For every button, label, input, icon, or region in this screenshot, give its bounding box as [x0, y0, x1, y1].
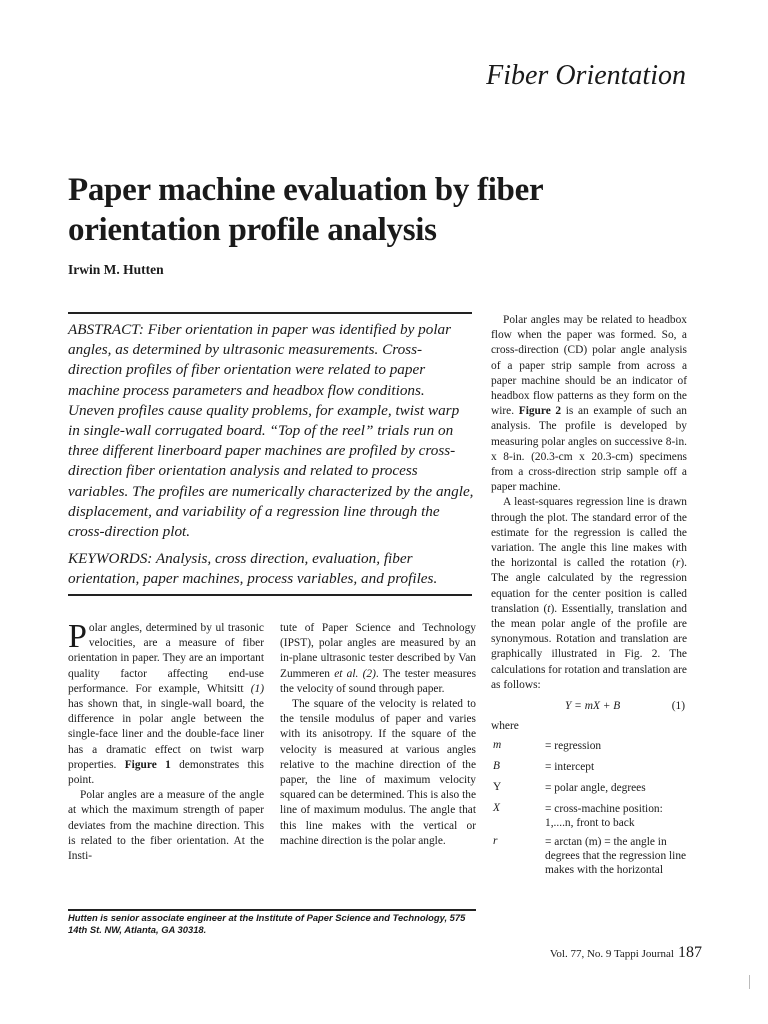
- body-text: ). Essentially, translation and the mean polar angle of the profile are synonymous. Rotation and translation are graphically illustrated in Fig. 2. The calculations for rotation and translation are as follows:: [491, 602, 687, 691]
- margin-mark: [749, 975, 750, 989]
- definition-symbol: B: [493, 760, 500, 773]
- keywords-text: Analysis, cross direction, evaluation, fiber orientation, paper machines, process variables, and profiles.: [68, 550, 438, 588]
- equation-text: Y = mX + B: [565, 700, 621, 713]
- body-paragraph: Polar angles are a measure of the angle at which the maximum strength of paper deviates from the machine direction. This is related to the fiber orientation. At the Insti-: [68, 789, 264, 863]
- abstract-bottom-rule: [68, 594, 472, 596]
- body-paragraph: [68, 618, 264, 788]
- drop-cap: P: [68, 618, 87, 655]
- journal-reference: Vol. 77, No. 9 Tappi Journal: [549, 948, 674, 960]
- body-column-1: [68, 618, 264, 864]
- definition-text: = intercept: [545, 761, 595, 774]
- where-label: where: [491, 720, 519, 733]
- definition-symbol: X: [493, 802, 500, 815]
- page-number: 187: [678, 944, 702, 961]
- paper-title: Paper machine evaluation by fiber orientation profile analysis: [68, 172, 543, 248]
- definition-symbol: Y: [493, 781, 502, 794]
- body-text: Polar angles may be related to headbox flow when the paper was formed. So, a cross-direction (CD) polar angle analysis of a paper strip sample from across a paper machine should be an indicator of headbox flow patterns as they form on the wire.: [491, 314, 687, 418]
- abstract-block: [68, 320, 474, 590]
- journal-footer: [550, 944, 702, 962]
- body-paragraph: The square of the velocity is related to the tensile modulus of paper and varies with its anisotropy. If the square of the velocity is measured at various angles relative to the machine direction of the paper, the line of maximum velocity squared can be determined. This is also the line of maximum modulus. The angle that this line makes with the vertical or machine direction is the polar angle.: [280, 698, 476, 847]
- body-column-2: [280, 621, 476, 849]
- citation-ref: (2): [358, 667, 376, 680]
- definition-symbol: m: [493, 739, 502, 752]
- definition-row: [491, 780, 687, 801]
- definition-text: = arctan (m) = the angle in degrees that the regression line makes with the horizontal: [545, 836, 687, 877]
- abstract-top-rule: [68, 312, 472, 314]
- definition-row: [491, 759, 687, 780]
- keywords: [68, 549, 474, 589]
- body-column-3: [491, 313, 687, 877]
- figure-ref: Figure 1: [124, 758, 171, 771]
- definition-row: [491, 834, 687, 877]
- abstract: [68, 320, 474, 542]
- definition-row: [491, 801, 687, 830]
- body-paragraph: [491, 495, 687, 693]
- figure-ref: Figure 2: [518, 405, 562, 418]
- body-paragraph: [491, 313, 687, 495]
- body-text: tute of Paper Science and Technology (IPST), polar angles are measured by an in-plane ultrasonic tester described by Van Zummeren: [280, 622, 476, 680]
- symbol-r: r: [675, 557, 681, 570]
- citation-etal: et al.: [334, 667, 359, 680]
- definition-text: = cross-machine position: 1,....n, front to back: [545, 803, 663, 830]
- body-text: A least-squares regression line is drawn through the plot. The standard error of the estimate for the regression is called the variation. The angle this line makes with the horizontal is called the rotation (: [491, 496, 687, 570]
- body-text: has shown that, in single-wall board, the difference in polar angle between the single-face liner and the double-face liner has a dramatic effect on twist warp properties.: [68, 698, 264, 771]
- equation: [491, 697, 687, 717]
- citation-ref: (1): [250, 682, 264, 695]
- body-text: . The tester measures the velocity of sound through paper.: [280, 667, 476, 695]
- definition-row: [491, 738, 687, 759]
- body-text: olar angles, determined by ul trasonic velocities, are a measure of fiber orientation in paper. They are an important quality factor affecting end-use performance. For example, Whitsitt: [68, 622, 264, 695]
- footnote-rule: [68, 909, 476, 911]
- symbol-t: t: [547, 602, 551, 615]
- equation-number: (1): [671, 700, 685, 713]
- body-text: demonstrates this point.: [68, 758, 264, 787]
- abstract-label: ABSTRACT:: [68, 321, 144, 338]
- section-title: Fiber Orientation: [486, 60, 686, 91]
- author-name: Irwin M. Hutten: [68, 262, 164, 277]
- abstract-text: Fiber orientation in paper was identified by polar angles, as determined by ultrasonic measurements. Cross-direction profiles of fiber orientation were related to paper machine process parameters and headbox flow conditions. Uneven profiles cause quality problems, for example, twist warp in single-wall corrugated board. “Top of the reel” trials run on three different linerboard paper machines are profiled by cross-direction fiber orientation analysis and related to process variables. The profiles are numerically characterized by the angle, displacement, and variability of a regression line through the cross-direction plot.: [68, 321, 474, 541]
- body-text: is an example of such an analysis. The profile is developed by measuring polar angles on successive 8-in. x 8-in. (20.3-cm x 20.3-cm) specimens from a cross-direction strip sample off a paper machine.: [491, 405, 687, 494]
- definition-symbol: r: [493, 835, 498, 848]
- author-affiliation-footnote: Hutten is senior associate engineer at the Institute of Paper Science and Technology, 575 14th St. NW, Atlanta, GA 30318.: [68, 912, 466, 935]
- body-paragraph: [280, 621, 476, 697]
- body-text: ). The angle calculated by the regression equation for the center position is called translation (: [491, 557, 687, 615]
- definition-text: = regression: [545, 740, 602, 753]
- definition-text: = polar angle, degrees: [545, 782, 646, 795]
- keywords-label: KEYWORDS:: [68, 550, 153, 568]
